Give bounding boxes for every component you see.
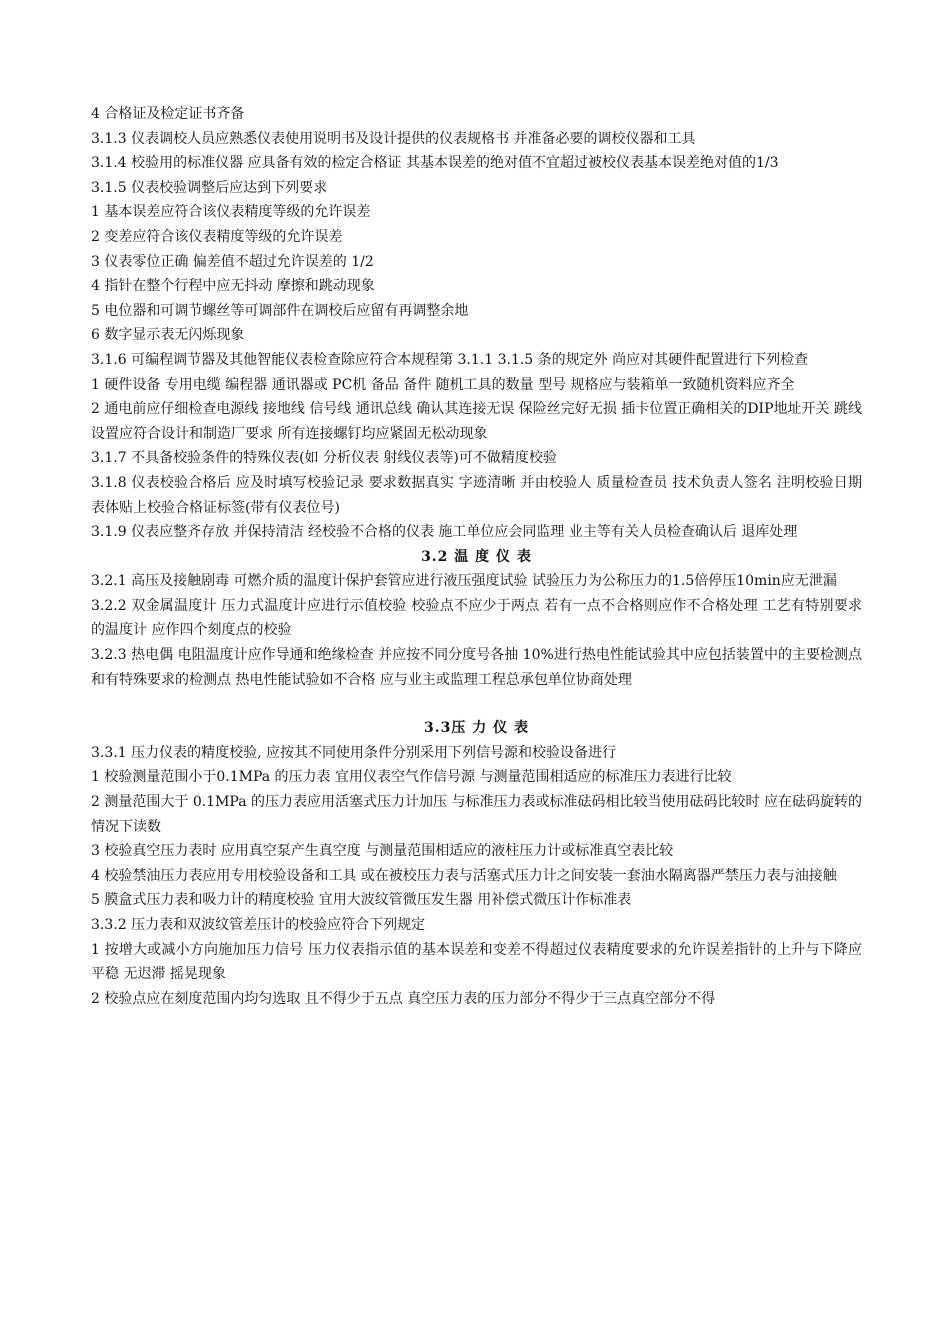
paragraph-line: 2 校验点应在刻度范围内均匀选取 且不得少于五点 真空压力表的压力部分不得少于三点真空部分不得: [91, 990, 716, 1007]
section-heading-pressure: 3.3压 力 仪 表: [424, 720, 529, 737]
paragraph-line: 2 变差应符合该仪表精度等级的允许误差: [91, 228, 343, 245]
section-3-2-body: [91, 569, 862, 692]
paragraph-line: 3.1.9 仪表应整齐存放 并保持清洁 经校验不合格的仪表 施工单位应会同监理 业主等有关人员检查确认后 退库处理: [91, 524, 798, 541]
paragraph-line: 6 数字显示表无闪烁现象: [91, 327, 245, 344]
paragraph-line: 3.3.1 压力仪表的精度校验, 应按其不同使用条件分别采用下列信号源和校验设备进行: [91, 744, 616, 761]
section-3-1-body: [91, 102, 862, 545]
paragraph-line: 3.3.2 压力表和双波纹管差压计的校验应符合下列规定: [91, 917, 426, 933]
paragraph-line: 2 通电前应仔细检查电源线 接地线 信号线 通讯总线 确认其连接无误 保险丝完好无损 插卡位置正确相关的DIP地址开关 跳线设置应符合设计和制造厂要求 所有连接螺钉均应紧固无松动现象: [91, 401, 862, 442]
paragraph-line: 3.2.3 热电偶 电阻温度计应作导通和绝缘检查 并应按不同分度号各抽 10%进行热电性能试验其中应包括装置中的主要检测点和有特殊要求的检测点 热电性能试验如不合格 应与业主或监理工程总承包单位协商处理: [91, 647, 862, 688]
section-3-3-body: [91, 741, 862, 1012]
paragraph-line: 5 电位器和可调节螺丝等可调部件在调校后应留有再调整余地: [91, 302, 469, 319]
paragraph-line: 3.1.8 仪表校验合格后 应及时填写校验记录 要求数据真实 字迹清晰 并由校验人 质量检查员 技术负责人签名 注明校验日期 表体贴上校验合格证标签(带有仪表位号): [91, 474, 862, 516]
paragraph-line: 1 校验测量范围小于0.1MPa 的压力表 宜用仪表空气作信号源 与测量范围相适应的标准压力表进行比较: [91, 769, 732, 786]
paragraph-line: 2 测量范围大于 0.1MPa 的压力表应用活塞式压力计加压 与标准压力表或标准砝码相比较当使用砝码比较时 应在砝码旋转的情况下读数: [91, 794, 862, 835]
paragraph-line: 4 指针在整个行程中应无抖动 摩擦和跳动现象: [91, 278, 375, 295]
paragraph-line: 3.1.5 仪表校验调整后应达到下列要求: [91, 179, 328, 196]
paragraph-line: 4 校验禁油压力表应用专用校验设备和工具 或在被校压力表与活塞式压力计之间安装一套油水隔离器严禁压力表与油接触: [91, 867, 837, 884]
paragraph-line: 3.2.2 双金属温度计 压力式温度计应进行示值校验 校验点不应少于两点 若有一点不合格则应作不合格处理 工艺有特别要求的温度计 应作四个刻度点的校验: [91, 597, 862, 639]
paragraph-line: 3.1.6 可编程调节器及其他智能仪表检查除应符合本规程第 3.1.1 3.1.5 条的规定外 尚应对其硬件配置进行下列检查: [91, 351, 809, 368]
section-spacer: [91, 692, 862, 716]
section-heading-temperature: 3.2 温 度 仪 表: [421, 548, 532, 565]
paragraph-line: 3 仪表零位正确 偏差值不超过允许误差的 1/2: [91, 253, 374, 270]
paragraph-line: 5 膜盒式压力表和吸力计的精度校验 宜用大波纹管微压发生器 用补偿式微压计作标准表: [91, 892, 632, 909]
paragraph-line: 3.2.1 高压及接触剧毒 可燃介质的温度计保护套管应进行液压强度试验 试验压力为公称压力的1.5倍停压10min应无泄漏: [91, 573, 837, 590]
paragraph-line: 3.1.4 校验用的标准仪器 应具备有效的检定合格证 其基本误差的绝对值不宜超过被校仪表基本误差绝对值的1/3: [91, 155, 779, 172]
paragraph-line: 1 硬件设备 专用电缆 编程器 通讯器或 PC机 备品 备件 随机工具的数量 型号 规格应与装箱单一致随机资料应齐全: [91, 376, 795, 393]
paragraph-line: 3.1.3 仪表调校人员应熟悉仪表使用说明书及设计提供的仪表规格书 并准备必要的调校仪器和工具: [91, 130, 696, 147]
paragraph-line: 4 合格证及检定证书齐备: [91, 106, 245, 122]
paragraph-line: 3.1.7 不具备校验条件的特殊仪表(如 分析仪表 射线仪表等)可不做精度校验: [91, 450, 557, 467]
paragraph-line: 1 按增大或减小方向施加压力信号 压力仪表指示值的基本误差和变差不得超过仪表精度要求的允许误差指针的上升与下降应平稳 无迟滞 摇晃现象: [91, 941, 862, 983]
paragraph-line: 3 校验真空压力表时 应用真空泵产生真空度 与测量范围相适应的液柱压力计或标准真空表比较: [91, 843, 674, 860]
paragraph-line: 1 基本误差应符合该仪表精度等级的允许误差: [91, 204, 371, 221]
